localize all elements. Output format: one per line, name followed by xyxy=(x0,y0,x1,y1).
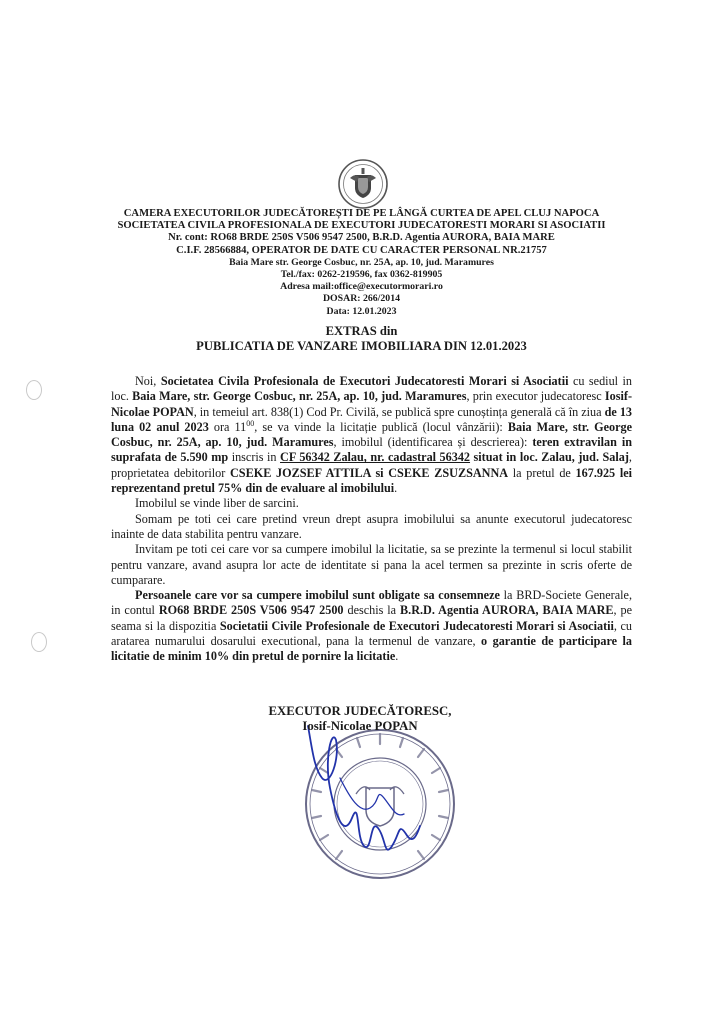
text: ora 11 xyxy=(208,419,247,434)
paragraph-encumbrances: Imobilul se vinde liber de sarcini. xyxy=(135,496,299,511)
bold-text: situat in loc. Zalau, jud. Salaj xyxy=(470,450,629,465)
text: . xyxy=(395,649,399,664)
document-title xyxy=(60,324,663,354)
case-number: DOSAR: 266/2014 xyxy=(322,293,401,305)
bold-text: Baia Mare, str. George Cosbuc, nr. 25A, ap. 10, jud. Maramures xyxy=(132,389,467,404)
superscript: 00 xyxy=(246,418,255,428)
text: . xyxy=(394,481,398,496)
punch-hole xyxy=(26,380,42,400)
bold-text: Baia Mare, str. George Cosbuc, nr. 25A, ap. 10, jud. Maramures xyxy=(111,419,633,450)
punch-hole xyxy=(31,632,47,652)
text: , imobilul (identificarea și descrierea): xyxy=(333,435,533,450)
text: , cu aratarea numarului dosarului executional, pana la termenul de vanzare, xyxy=(111,618,632,649)
bold-text: de 13 luna 02 anul 2023 xyxy=(111,404,633,434)
company-name: SOCIETATEA CIVILA PROFESIONALA DE EXECUTORI JUDECATORESTI MORARI SI ASOCIATII xyxy=(117,220,606,232)
address: Baia Mare str. George Cosbuc, nr. 25A, ap. 10, jud. Maramures xyxy=(229,256,494,268)
bank-account: Nr. cont: RO68 BRDE 250S V506 9547 2500, B.R.D. Agentia AURORA, BAIA MARE xyxy=(168,232,555,244)
text: deschis la xyxy=(343,603,401,618)
tax-id: C.I.F. 28566884, OPERATOR DE DATE CU CARACTER PERSONAL NR.21757 xyxy=(176,244,547,256)
underlined-text: CF 56342 Zalau, nr. cadastral 56342 xyxy=(280,450,471,465)
bold-text: teren extravilan in suprafata de 5.590 mp xyxy=(111,435,632,465)
text: la BRD-Societe Generale, in contul xyxy=(111,588,632,618)
paragraph-invitation: Invitam pe toti cei care vor sa cumpere imobilul la licitatie, sa se prezinte la termenul si locul stabilit pentru vanzare, avand asupra lor acte de identitate si pana la acel termen sa prezinte in scris oferte de cumparare. xyxy=(111,542,632,587)
signature-block xyxy=(200,704,520,734)
bold-text: Persoanele care vor sa cumpere imobilul sunt obligate sa consemneze xyxy=(135,588,500,603)
bold-text: B.R.D. Agentia AURORA, BAIA MARE xyxy=(400,603,614,618)
text: Noi, xyxy=(135,374,161,388)
bold-text: CSEKE JOZSEF ATTILA si CSEKE ZSUZSANNA xyxy=(230,465,509,480)
letterhead xyxy=(60,208,663,318)
text: , in temeiul art. 838(1) Cod Pr. Civilă, se publică spre cunoștința generală că în ziua xyxy=(193,404,605,419)
text: , prin executor judecatoresc xyxy=(466,389,605,404)
text: cu sediul in loc. xyxy=(111,374,633,404)
paragraph-summons: Somam pe toti cei care pretind vreun drept asupra imobilului sa anunte executorul judecatoresc inainte de data stabilita pentru vanzare. xyxy=(111,511,632,541)
text: inscris in xyxy=(228,450,281,465)
title-line-2: PUBLICATIA DE VANZARE IMOBILIARA DIN 12.01.2023 xyxy=(196,339,527,353)
bold-text: RO68 BRDE 250S V506 9547 2500 xyxy=(158,603,344,618)
paragraph-guarantee xyxy=(111,588,632,664)
romania-crest-logo xyxy=(337,158,389,210)
text: , pe seama si la dispozitia xyxy=(111,603,632,633)
bold-text: 167.925 lei reprezentand pretul 75% din de evaluare al imobilului xyxy=(111,465,633,496)
text: la pretul de xyxy=(508,465,576,480)
text: , proprietatea debitorilor xyxy=(111,450,632,480)
handwritten-signature xyxy=(300,718,440,868)
email: Adresa mail:office@executormorari.ro xyxy=(280,281,443,293)
bold-text: o garantie de participare la licitatie de minim 10% din pretul de pornire la licitatie xyxy=(111,634,632,664)
document-date: Data: 12.01.2023 xyxy=(326,305,397,317)
bold-text: Societatea Civila Profesionala de Executori Judecatoresti Morari si Asociatii xyxy=(160,374,569,388)
chamber-name: CAMERA EXECUTORILOR JUDECĂTOREȘTI DE PE LÂNGĂ CURTEA DE APEL CLUJ NAPOCA xyxy=(123,208,600,219)
text: , se va vinde la licitație publică (locul vânzării): xyxy=(254,419,508,434)
bold-text: Societatii Civile Profesionale de Executori Judecatoresti Morari si Asociatii xyxy=(219,618,614,633)
paragraph-sale-notice xyxy=(111,374,632,496)
executor-role: EXECUTOR JUDECĂTORESC, xyxy=(268,704,452,718)
executor-name: Iosif-Nicolae POPAN xyxy=(302,719,418,733)
document-body xyxy=(111,374,632,665)
title-line-1: EXTRAS din xyxy=(325,324,398,338)
phone-fax: Tel./fax: 0262-219596, fax 0362-819905 xyxy=(280,269,443,281)
bold-text: Iosif-Nicolae POPAN xyxy=(111,389,633,419)
